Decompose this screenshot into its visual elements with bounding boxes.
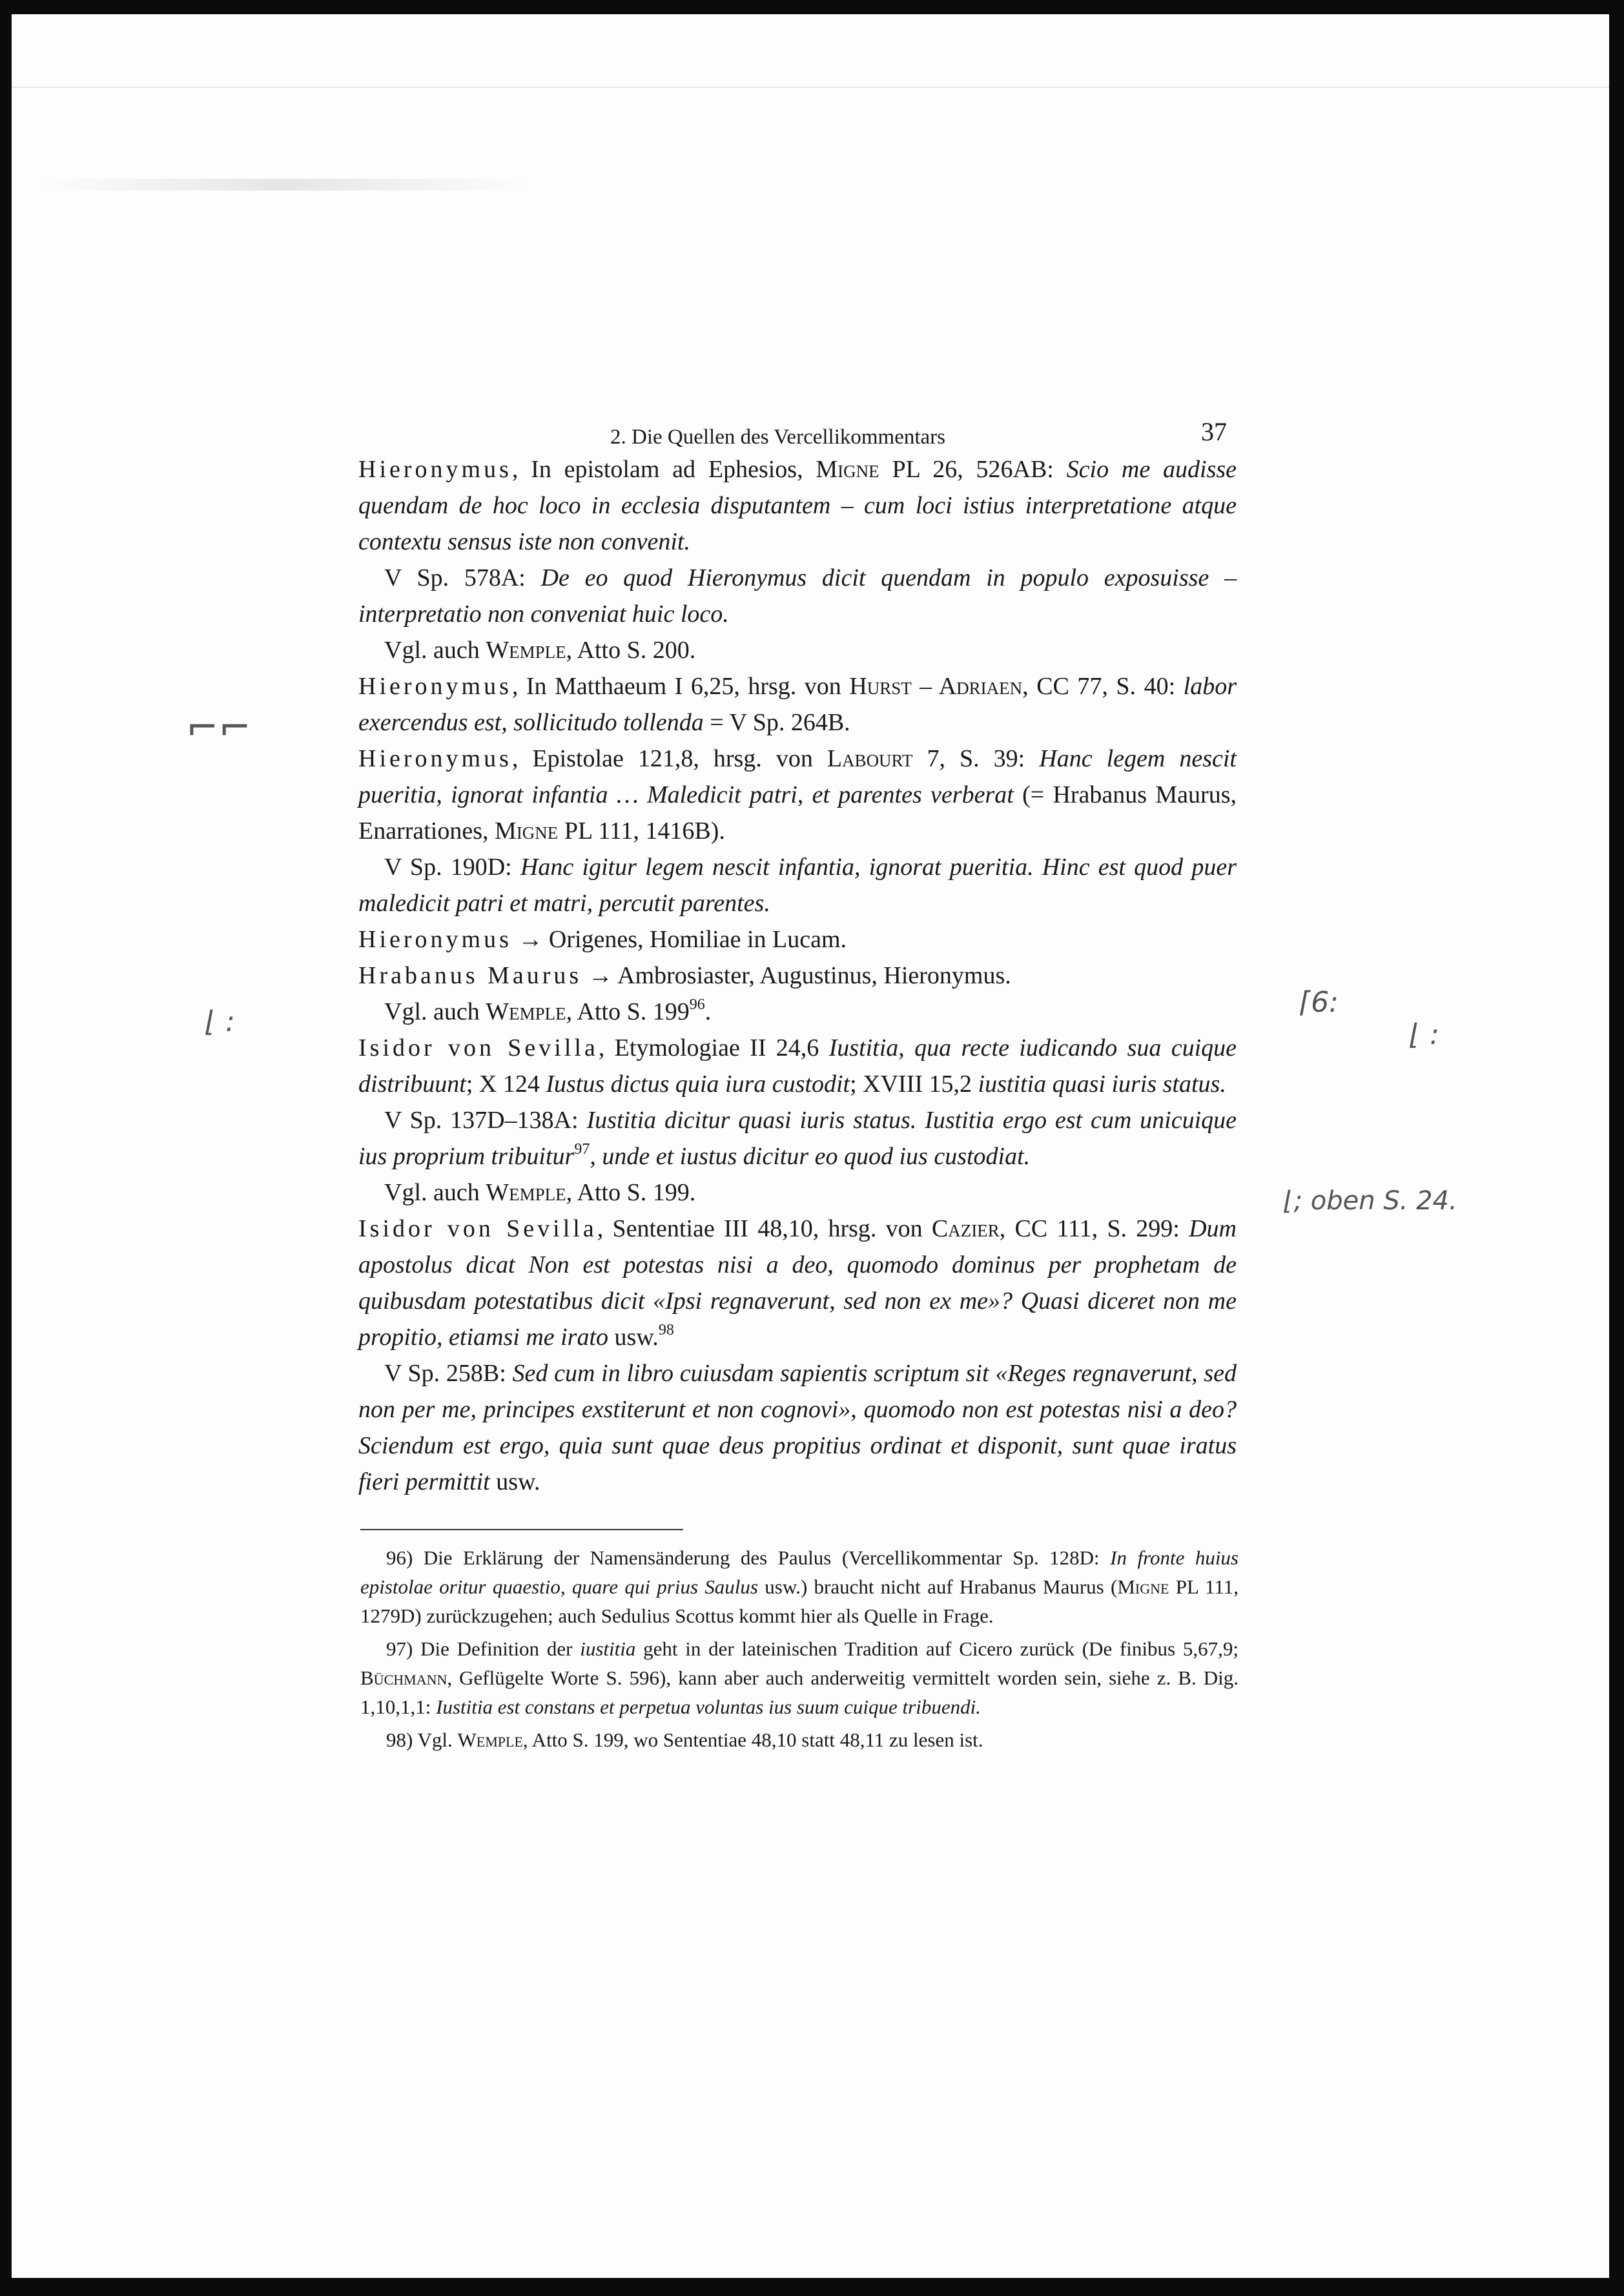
text-run: Migne — [495, 817, 559, 845]
lemma-author: Hieronymus — [358, 745, 512, 772]
text-run: , unde et iustus dicitur eo quod ius custodiat. — [590, 1143, 1031, 1170]
footnote-ref: 96 — [689, 996, 705, 1013]
text-run: V Sp. 258B: — [384, 1360, 513, 1387]
text-run: iustitia — [580, 1637, 636, 1660]
text-run: 97) Die Definition der — [386, 1637, 581, 1660]
text-run: usw. — [608, 1324, 659, 1351]
text-run: 7, S. 39: — [912, 745, 1040, 772]
text-run: 98) Vgl. — [386, 1728, 458, 1751]
footnote-ref: 98 — [658, 1322, 674, 1338]
text-run: → Origenes, Homiliae in Lucam. — [511, 926, 847, 953]
lemma-author: Hieronymus — [358, 926, 512, 953]
text-run: Dum apostolus dicat Non est potestas nisi a deo, quomodo dominus per prophetam de quibusdam potestatibus dicit «Ipsi regnaverunt, sed non ex me»? Quasi diceret non me propitio, etiamsi me irato — [358, 1215, 1237, 1351]
text-run: Hurst – Adriaen — [849, 673, 1023, 700]
lemma-author: Hieronymus — [358, 456, 512, 483]
text-run: Migne — [816, 456, 879, 483]
entry-e2 — [358, 560, 1237, 632]
text-run: , Etymologiae II 24,6 — [598, 1034, 829, 1061]
text-run: . — [704, 998, 712, 1025]
text-run: = V Sp. 264B. — [703, 709, 850, 736]
entry-e3 — [358, 632, 1237, 668]
text-run: 96) Die Erklärung der Namensänderung des Paulus (Vercellikommentar Sp. 128D: — [386, 1546, 1111, 1569]
lemma-author: Hieronymus — [358, 673, 512, 700]
entry-e11 — [358, 1102, 1237, 1174]
text-run: Labourt — [827, 745, 913, 772]
text-run: ; X 124 — [466, 1071, 546, 1098]
text-run: iustitia quasi iuris status. — [978, 1071, 1226, 1098]
text-run: → Ambrosiaster, Augustinus, Hieronymus. — [582, 962, 1011, 989]
lemma-author: Isidor von Sevilla — [358, 1034, 599, 1061]
text-run: Iustus dictus quia iura custodit — [546, 1071, 850, 1098]
scanned-page — [12, 14, 1609, 2278]
text-run: ; XVIII 15,2 — [850, 1071, 978, 1098]
text-run: Iustitia dicitur quasi iuris status. Iustitia ergo est cum unicuique ius proprium tribuitur — [358, 1107, 1237, 1170]
text-run: , In Matthaeum I 6,25, hrsg. von — [511, 673, 850, 700]
text-run: Hanc igitur legem nescit infantia, ignorat pueritia. Hinc est quod puer maledicit patri et matri, percutit parentes. — [358, 854, 1237, 917]
running-head — [358, 411, 1237, 450]
text-run: , Atto S. 200. — [566, 637, 696, 664]
text-run: labor exercendus est, sollicitudo tollenda — [358, 673, 1237, 736]
margin-mark-colon-left: ⌊ : — [205, 1005, 235, 1038]
entry-e1 — [358, 451, 1237, 560]
lemma-author: Hrabanus Maurus — [358, 962, 582, 989]
text-run: PL 111, 1416B). — [558, 817, 725, 845]
text-run: Wemple — [486, 637, 566, 664]
text-run: , Epistolae 121,8, hrsg. von — [511, 745, 827, 772]
text-run: , In epistolam ad Ephesios, — [511, 456, 816, 483]
running-head-title: 2. Die Quellen des Vercellikommentars — [610, 425, 945, 449]
entry-e4 — [358, 668, 1237, 741]
text-run: , CC 77, S. 40: — [1022, 673, 1184, 700]
text-run: , Atto S. 199 — [566, 998, 690, 1025]
source-entries — [358, 451, 1237, 1500]
text-run: , CC 111, S. 299: — [999, 1215, 1189, 1242]
text-run: PL 26, 526AB: — [879, 456, 1067, 483]
footnote-ref: 97 — [574, 1141, 590, 1158]
text-run: Scio me audisse quendam de hoc loco in ecclesia disputantem – cum loci istius interpretatione atque contextu sensus iste non convenit. — [358, 456, 1237, 555]
text-run: Sed cum in libro cuiusdam sapientis scriptum sit «Reges regnaverunt, sed non per me, principes exstiterunt et non cognovi», quomodo non est potestas nisi a deo? Sciendum est ergo, quia sunt quae deus propitius ordinat et disponit, sunt quae iratus fieri permittit — [358, 1360, 1237, 1495]
text-run: Iustitia est constans et perpetua voluntas ius suum cuique tribuendi. — [436, 1696, 981, 1718]
text-run: V Sp. 190D: — [384, 854, 520, 881]
text-run: Vgl. auch — [384, 998, 486, 1025]
margin-note-oben: ⌊; oben S. 24. — [1284, 1186, 1457, 1216]
entry-e6 — [358, 849, 1237, 921]
entry-e13 — [358, 1211, 1237, 1355]
entry-e7 — [358, 921, 1237, 958]
text-run: , Geflügelte Worte S. 596), kann aber auch anderweitig vermittelt worden sein, siehe z. B. Dig. 1,10,1,1: — [360, 1666, 1239, 1718]
text-run: Wemple — [486, 1179, 566, 1206]
entry-e8 — [358, 958, 1237, 994]
text-run: De eo quod Hieronymus dicit quendam in populo exposuisse – interpretatio non conveniat huic loco. — [358, 564, 1237, 628]
text-run: Iustitia, qua recte iudicando sua cuique distribuunt — [358, 1034, 1237, 1098]
text-run: V Sp. 137D–138A: — [384, 1107, 587, 1134]
text-run: Wemple — [457, 1728, 523, 1751]
text-run: usw. — [489, 1468, 540, 1495]
margin-mark-f6: ⌈6: — [1300, 986, 1339, 1019]
text-run: Vgl. auch — [384, 1179, 486, 1206]
page-number: 37 — [1201, 417, 1227, 446]
text-run: geht in der lateinischen Tradition auf Cicero zurück (De finibus 5,67,9; — [635, 1637, 1239, 1660]
text-run: Wemple — [486, 998, 566, 1025]
lemma-author: Isidor von Sevilla — [358, 1215, 597, 1242]
footnote-fn97 — [360, 1634, 1239, 1721]
text-run: , Sententiae III 48,10, hrsg. von — [597, 1215, 932, 1242]
entry-e10 — [358, 1030, 1237, 1102]
text-run: V Sp. 578A: — [384, 564, 541, 591]
text-run: In fronte huius epistolae oritur quaestio, quare qui prius Saulus — [360, 1546, 1239, 1598]
text-run: Vgl. auch — [384, 637, 486, 664]
footnotes — [360, 1543, 1239, 1758]
scan-artifact-line — [12, 87, 1609, 88]
text-run: PL 111, 1279D) zurückzugehen; auch Sedulius Scottus kommt hier als Quelle in Frage. — [360, 1575, 1239, 1627]
text-run: Büchmann — [360, 1666, 447, 1689]
text-run: (= Hrabanus Maurus, Enarrationes, — [358, 781, 1237, 845]
text-run: usw.) braucht nicht auf Hrabanus Maurus ( — [757, 1575, 1118, 1598]
text-run: Hanc legem nescit pueritia, ignorat infantia … Maledicit patri, et parentes verberat — [358, 745, 1237, 808]
text-run: , Atto S. 199, wo Sententiae 48,10 statt 48,11 zu lesen ist. — [522, 1728, 983, 1751]
main-text-block — [358, 411, 1237, 1500]
entry-e14 — [358, 1355, 1237, 1500]
entry-e5 — [358, 741, 1237, 849]
margin-mark-top: ⌐⌐ — [186, 705, 251, 750]
text-run: , Atto S. 199. — [566, 1179, 696, 1206]
text-run: Cazier — [931, 1215, 1000, 1242]
margin-mark-colon-right: ⌊ : — [1410, 1018, 1439, 1051]
entry-e12 — [358, 1174, 1237, 1211]
footnote-rule — [360, 1529, 683, 1530]
scan-artifact-smudge — [37, 179, 528, 190]
footnote-fn96 — [360, 1543, 1239, 1630]
entry-e9 — [358, 994, 1237, 1030]
footnote-fn98 — [360, 1725, 1239, 1754]
text-run: Migne — [1117, 1575, 1169, 1598]
